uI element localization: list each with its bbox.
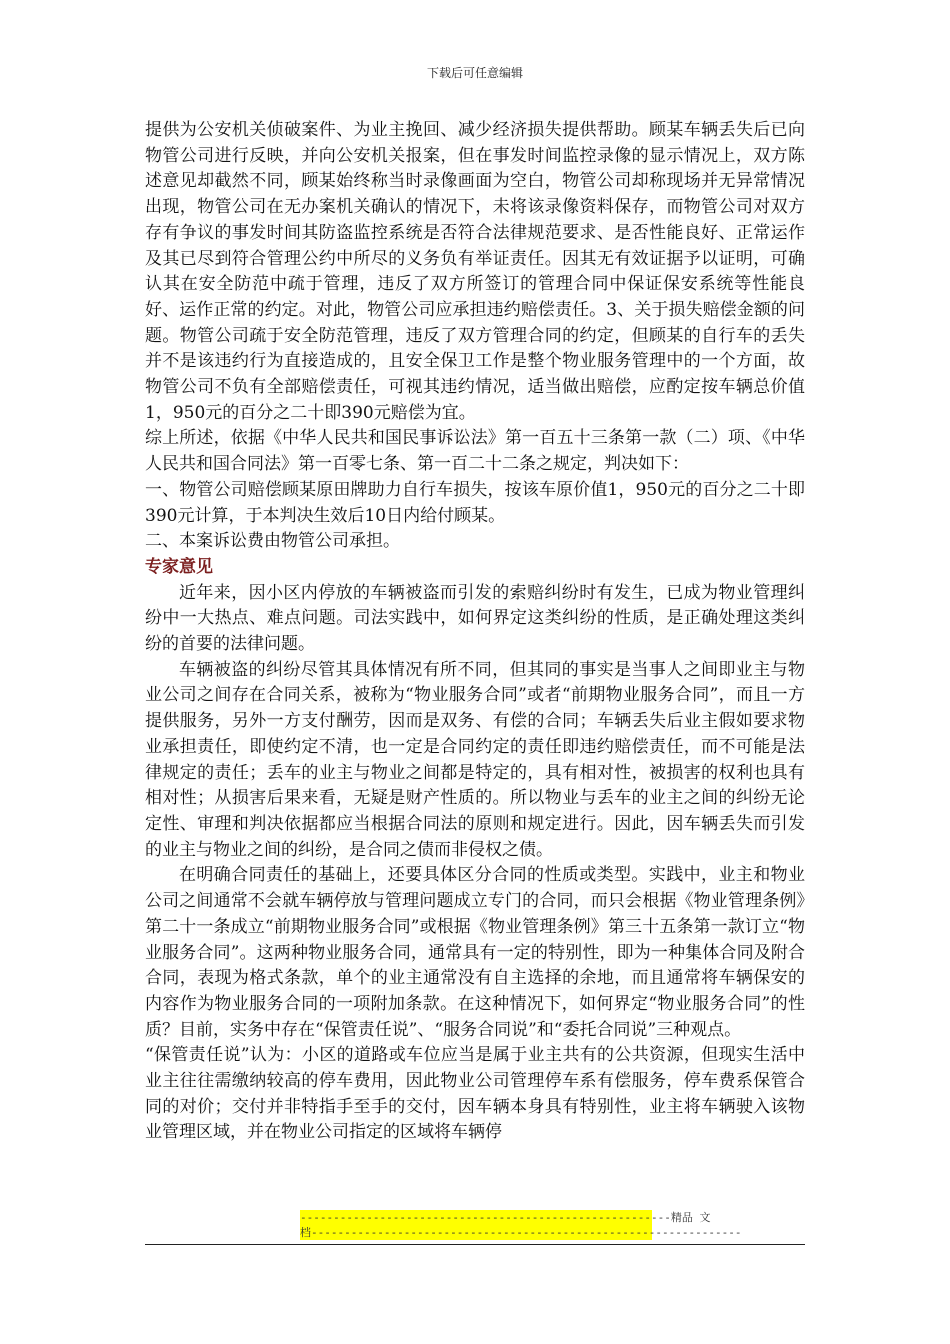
body-paragraph-1: 提供为公安机关侦破案件、为业主挽回、减少经济损失提供帮助。顾某车辆丢失后已向物管公司进行反映，并向公安机关报案，但在事发时间监控录像的显示情况上，双方陈述意见却截然不同，顾某始终称当时录像画面为空白，物管公司却称现场并无异常情况出现，物管公司在无办案机关确认的情况下，未将该录像资料保存，而物管公司对双方存有争议的事发时间其防盗监控系统是否符合法律规范要求、是否性能良好、正常运作及其已尽到符合管理公约中所尽的义务负有举证责任。因其无有效证据予以证明，可确认其在安全防范中疏于管理，违反了双方所签订的管理合同中保证保安系统等性能良好、运作正常的约定。对此，物管公司应承担违约赔偿责任。3、关于损失赔偿金额的问题。物管公司疏于安全防范管理，违反了双方管理合同的约定，但顾某的自行车的丢失并不是该违约行为直接造成的，且安全保卫工作是整个物业服务管理中的一个方面，故物管公司不负有全部赔偿责任，可视其违约情况，适当做出赔偿，应酌定按车辆总价值1，950元的百分之二十即390元赔偿为宜。 bbox=[145, 120, 805, 423]
expert-paragraph-1: 近年来，因小区内停放的车辆被盗而引发的索赔纠纷时有发生，已成为物业管理纠纷中一大热点、难点问题。司法实践中，如何界定这类纠纷的性质，是正确处理这类纠纷的首要的法律问题。 bbox=[145, 582, 805, 655]
document-body bbox=[145, 118, 805, 1146]
page-header: 下载后可任意编辑 bbox=[426, 66, 523, 80]
expert-paragraph-2: 车辆被盗的纠纷尽管其具体情况有所不同，但其同的事实是当事人之间即业主与物业公司之间存在合同关系，被称为“物业服务合同”或者“前期物业服务合同”，而且一方提供服务，另外一方支付酬劳，因而是双务、有偿的合同；车辆丢失后业主假如要求物业承担责任，即使约定不清，也一定是合同约定的责任即违约赔偿责任，而不可能是法律规定的责任；丢车的业主与物业之间都是特定的，具有相对性，被损害的权利也具有相对性；从损害后果来看，无疑是财产性质的。所以物业与丢车的业主之间的纠纷无论定性、审理和判决依据都应当根据合同法的原则和规定进行。因此，因车辆丢失而引发的业主与物业之间的纠纷，是合同之债而非侵权之债。 bbox=[145, 659, 805, 860]
footer-divider bbox=[145, 1244, 805, 1245]
footer-line-2: 档----------------------------------------------------------------- bbox=[300, 1226, 742, 1239]
footer-line-1: --------------------------------------------------------精品 文 bbox=[300, 1211, 711, 1224]
section-heading: 专家意见 bbox=[145, 556, 213, 577]
expert-paragraph-3: 在明确合同责任的基础上，还要具体区分合同的性质或类型。实践中，业主和物业公司之间通常不会就车辆停放与管理问题成立专门的合同，而只会根据《物业管理条例》第二十一条成立“前期物业服务合同”或根据《物业管理条例》第三十五条第一款订立“物业服务合同”。这两种物业服务合同，通常具有一定的特别性，即为一种集体合同及附合合同，表现为格式条款，单个的业主通常没有自主选择的余地，而且通常将车辆保安的内容作为物业服务合同的一项附加条款。在这种情况下，如何界定“物业服务合同”的性质？目前，实务中存在“保管责任说”、“服务合同说”和“委托合同说”三种观点。 bbox=[145, 865, 805, 1040]
footer-watermark bbox=[300, 1210, 742, 1240]
judgment-item-1: 一、物管公司赔偿顾某原田牌助力自行车损失，按该车原价值1，950元的百分之二十即390元计算，于本判决生效后10日内给付顾某。 bbox=[145, 479, 805, 526]
expert-paragraph-4: “保管责任说”认为：小区的道路或车位应当是属于业主共有的公共资源，但现实生活中业主往往需缴纳较高的停车费用，因此物业公司管理停车系有偿服务，停车费系保管合同的对价；交付并非特指手至手的交付，因车辆本身具有特别性，业主将车辆驶入该物业管理区域，并在物业公司指定的区域将车辆停 bbox=[145, 1045, 805, 1143]
judgment-item-2: 二、本案诉讼费由物管公司承担。 bbox=[145, 531, 400, 552]
body-paragraph-2: 综上所述，依据《中华人民共和国民事诉讼法》第一百五十三条第一款（二）项、《中华人民共和国合同法》第一百零七条、第一百二十二条之规定，判决如下： bbox=[145, 428, 805, 475]
